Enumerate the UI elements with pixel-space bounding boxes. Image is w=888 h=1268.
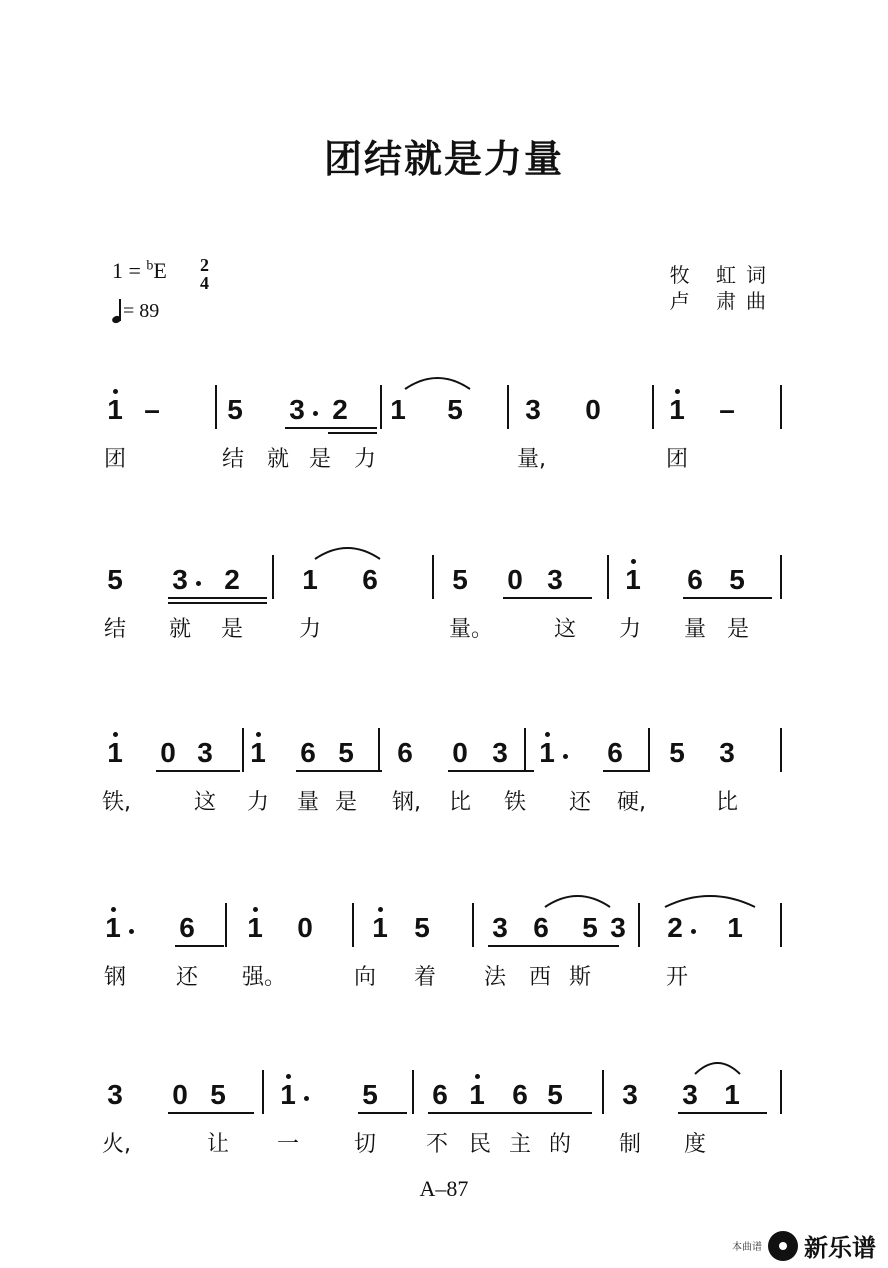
jianpu-note: 3 [289, 394, 305, 425]
octave-dot [256, 732, 261, 737]
time-sig-bottom: 4 [200, 273, 209, 293]
tie-arc [665, 891, 755, 909]
tempo-marking [112, 300, 159, 323]
barline [472, 903, 474, 947]
lyric-syllable: 斯 [568, 965, 591, 990]
lyric-syllable: 是 [334, 790, 357, 815]
jianpu-note: 6 [607, 737, 623, 768]
jianpu-note: 1 [107, 737, 123, 768]
barline [780, 728, 782, 772]
lyric-syllable: 这 [553, 617, 576, 642]
jianpu-note: 6 [512, 1079, 528, 1110]
jianpu-note: 2 [332, 394, 348, 425]
lyric-syllable: 就 [168, 617, 191, 642]
barline [602, 1070, 604, 1114]
beam-underline [358, 1112, 407, 1114]
key-signature [112, 258, 167, 284]
barline [607, 555, 609, 599]
barline [272, 555, 274, 599]
jianpu-note: 6 [432, 1079, 448, 1110]
augmentation-dot [304, 1096, 309, 1101]
jianpu-note: 5 [210, 1079, 226, 1110]
jianpu-note: 3 [682, 1079, 698, 1110]
barline [432, 555, 434, 599]
jianpu-note: 6 [687, 564, 703, 595]
lyric-syllable: 力 [353, 447, 376, 472]
watermark-small: 本曲谱 [732, 1242, 762, 1253]
jianpu-note: 6 [362, 564, 378, 595]
octave-dot [113, 389, 118, 394]
barline [780, 1070, 782, 1114]
beam-underline [168, 602, 267, 604]
augmentation-dot [313, 411, 318, 416]
jianpu-note: 5 [547, 1079, 563, 1110]
watermark [732, 1228, 876, 1263]
barline [780, 385, 782, 429]
barline [262, 1070, 264, 1114]
lyric-syllable: 结 [103, 617, 126, 642]
octave-dot [286, 1074, 291, 1079]
beam-underline [156, 770, 240, 772]
jianpu-note: 1 [724, 1079, 740, 1110]
jianpu-note: 6 [533, 912, 549, 943]
lyric-syllable: 钢 [103, 965, 126, 990]
jianpu-note: 5 [669, 737, 685, 768]
lyric-syllable: 比 [448, 790, 471, 815]
jianpu-note: 3 [610, 912, 626, 943]
tie-arc [545, 891, 610, 909]
beam-underline [175, 945, 224, 947]
lyric-syllable: 民 [468, 1132, 491, 1157]
barline [507, 385, 509, 429]
lyric-syllable: 火, [102, 1132, 131, 1157]
jianpu-note: 1 [469, 1079, 485, 1110]
beam-underline [448, 770, 534, 772]
barline [780, 903, 782, 947]
time-sig-top: 2 [200, 255, 209, 275]
lyric-syllable: 团 [103, 447, 126, 472]
jianpu-note: 6 [397, 737, 413, 768]
lyric-syllable: 硬, [617, 790, 646, 815]
lyric-syllable: 力 [298, 617, 321, 642]
lyric-syllable: 法 [483, 965, 506, 990]
barline [242, 728, 244, 772]
lyric-syllable: 铁 [503, 790, 526, 815]
jianpu-note: 3 [172, 564, 188, 595]
octave-dot [545, 732, 550, 737]
jianpu-note: 0 [507, 564, 523, 595]
octave-dot [675, 389, 680, 394]
jianpu-note: 5 [414, 912, 430, 943]
lyric-syllable: 铁, [102, 790, 131, 815]
barline [378, 728, 380, 772]
augmentation-dot [129, 929, 134, 934]
lyric-syllable: 还 [568, 790, 591, 815]
beam-underline [678, 1112, 767, 1114]
jianpu-note: 1 [105, 912, 121, 943]
jianpu-note: – [144, 394, 160, 425]
octave-dot [475, 1074, 480, 1079]
barline [648, 728, 650, 772]
jianpu-note: 3 [547, 564, 563, 595]
jianpu-note: 3 [107, 1079, 123, 1110]
lyric-syllable: 是 [220, 617, 243, 642]
jianpu-note: 5 [452, 564, 468, 595]
jianpu-note: 3 [719, 737, 735, 768]
beam-underline [328, 432, 377, 434]
jianpu-note: 5 [447, 394, 463, 425]
barline [380, 385, 382, 429]
lyric-syllable: 还 [175, 965, 198, 990]
jianpu-note: 5 [227, 394, 243, 425]
barline [352, 903, 354, 947]
beam-underline [488, 945, 619, 947]
beam-underline [168, 597, 267, 599]
jianpu-note: 1 [372, 912, 388, 943]
jianpu-note: 1 [302, 564, 318, 595]
lyric-syllable: 的 [548, 1132, 571, 1157]
lyric-syllable: 主 [508, 1132, 531, 1157]
jianpu-note: 3 [492, 912, 508, 943]
jianpu-note: 5 [362, 1079, 378, 1110]
jianpu-note: 3 [492, 737, 508, 768]
beam-underline [296, 770, 382, 772]
song-title: 团结就是力量 [323, 137, 564, 181]
beam-underline [428, 1112, 592, 1114]
jianpu-note: 0 [585, 394, 601, 425]
lyric-syllable: 量, [517, 447, 546, 472]
jianpu-note: 0 [160, 737, 176, 768]
lyric-syllable: 是 [726, 617, 749, 642]
lyric-syllable: 力 [618, 617, 641, 642]
jianpu-note: 1 [727, 912, 743, 943]
jianpu-note: 5 [338, 737, 354, 768]
lyric-syllable: 着 [413, 965, 436, 990]
flat-sign: b [146, 258, 154, 274]
time-signature [200, 256, 209, 292]
lyric-syllable: 钢, [392, 790, 421, 815]
lyric-syllable: 结 [221, 447, 244, 472]
augmentation-dot [691, 929, 696, 934]
lyric-syllable: 力 [246, 790, 269, 815]
barline [412, 1070, 414, 1114]
jianpu-note: 2 [667, 912, 683, 943]
jianpu-note: 3 [525, 394, 541, 425]
lyric-syllable: 这 [193, 790, 216, 815]
barline [225, 903, 227, 947]
octave-dot [253, 907, 258, 912]
jianpu-note: 5 [582, 912, 598, 943]
octave-dot [111, 907, 116, 912]
beam-underline [503, 597, 592, 599]
tie-arc [405, 373, 470, 391]
beam-underline [683, 597, 772, 599]
lyric-syllable: 不 [425, 1132, 448, 1157]
lyric-syllable: 量 [683, 617, 706, 642]
lyric-syllable: 量。 [449, 617, 494, 642]
beam-underline [603, 770, 650, 772]
jianpu-note: 1 [280, 1079, 296, 1110]
jianpu-note: 3 [197, 737, 213, 768]
barline [215, 385, 217, 429]
quarter-note-stem [119, 299, 121, 321]
composer: 卢 肃曲 [669, 289, 776, 313]
jianpu-note: 0 [172, 1079, 188, 1110]
lyric-syllable: 比 [715, 790, 738, 815]
beam-underline [168, 1112, 254, 1114]
jianpu-note: 1 [107, 394, 123, 425]
jianpu-note: 6 [179, 912, 195, 943]
watermark-brand: 新乐谱 [804, 1234, 876, 1262]
jianpu-note: 2 [224, 564, 240, 595]
jianpu-note: 1 [539, 737, 555, 768]
octave-dot [378, 907, 383, 912]
augmentation-dot [196, 581, 201, 586]
tempo-value: = 89 [123, 300, 160, 322]
lyric-syllable: 让 [206, 1132, 229, 1157]
tie-arc [695, 1058, 740, 1076]
lyric-syllable: 是 [308, 447, 331, 472]
barline [638, 903, 640, 947]
jianpu-note: 5 [729, 564, 745, 595]
tie-arc [315, 543, 380, 561]
jianpu-note: 1 [250, 737, 266, 768]
barline [524, 728, 526, 772]
jianpu-note: 0 [297, 912, 313, 943]
jianpu-note: 1 [625, 564, 641, 595]
record-disc-icon [768, 1231, 798, 1261]
lyric-syllable: 西 [528, 965, 551, 990]
beam-underline [285, 427, 377, 429]
jianpu-note: – [719, 394, 735, 425]
key-prefix: 1 = [112, 258, 147, 283]
barline [780, 555, 782, 599]
page-number: A–87 [419, 1176, 469, 1201]
lyric-syllable: 向 [353, 965, 376, 990]
lyric-syllable: 一 [276, 1132, 299, 1157]
lyric-syllable: 就 [266, 447, 289, 472]
jianpu-note: 0 [452, 737, 468, 768]
jianpu-note: 1 [247, 912, 263, 943]
jianpu-note: 5 [107, 564, 123, 595]
lyric-syllable: 量 [296, 790, 319, 815]
lyric-syllable: 切 [353, 1132, 376, 1157]
lyric-syllable: 制 [618, 1132, 641, 1157]
key-note: E [153, 258, 167, 283]
lyric-syllable: 团 [665, 447, 688, 472]
lyric-syllable: 度 [683, 1132, 706, 1157]
octave-dot [113, 732, 118, 737]
jianpu-note: 1 [669, 394, 685, 425]
octave-dot [631, 559, 636, 564]
credits [670, 262, 776, 314]
lyricist: 牧 虹词 [669, 263, 776, 287]
lyric-syllable: 强。 [242, 965, 287, 990]
jianpu-note: 3 [622, 1079, 638, 1110]
jianpu-note: 6 [300, 737, 316, 768]
augmentation-dot [563, 754, 568, 759]
jianpu-note: 1 [390, 394, 406, 425]
barline [652, 385, 654, 429]
lyric-syllable: 开 [665, 965, 688, 990]
